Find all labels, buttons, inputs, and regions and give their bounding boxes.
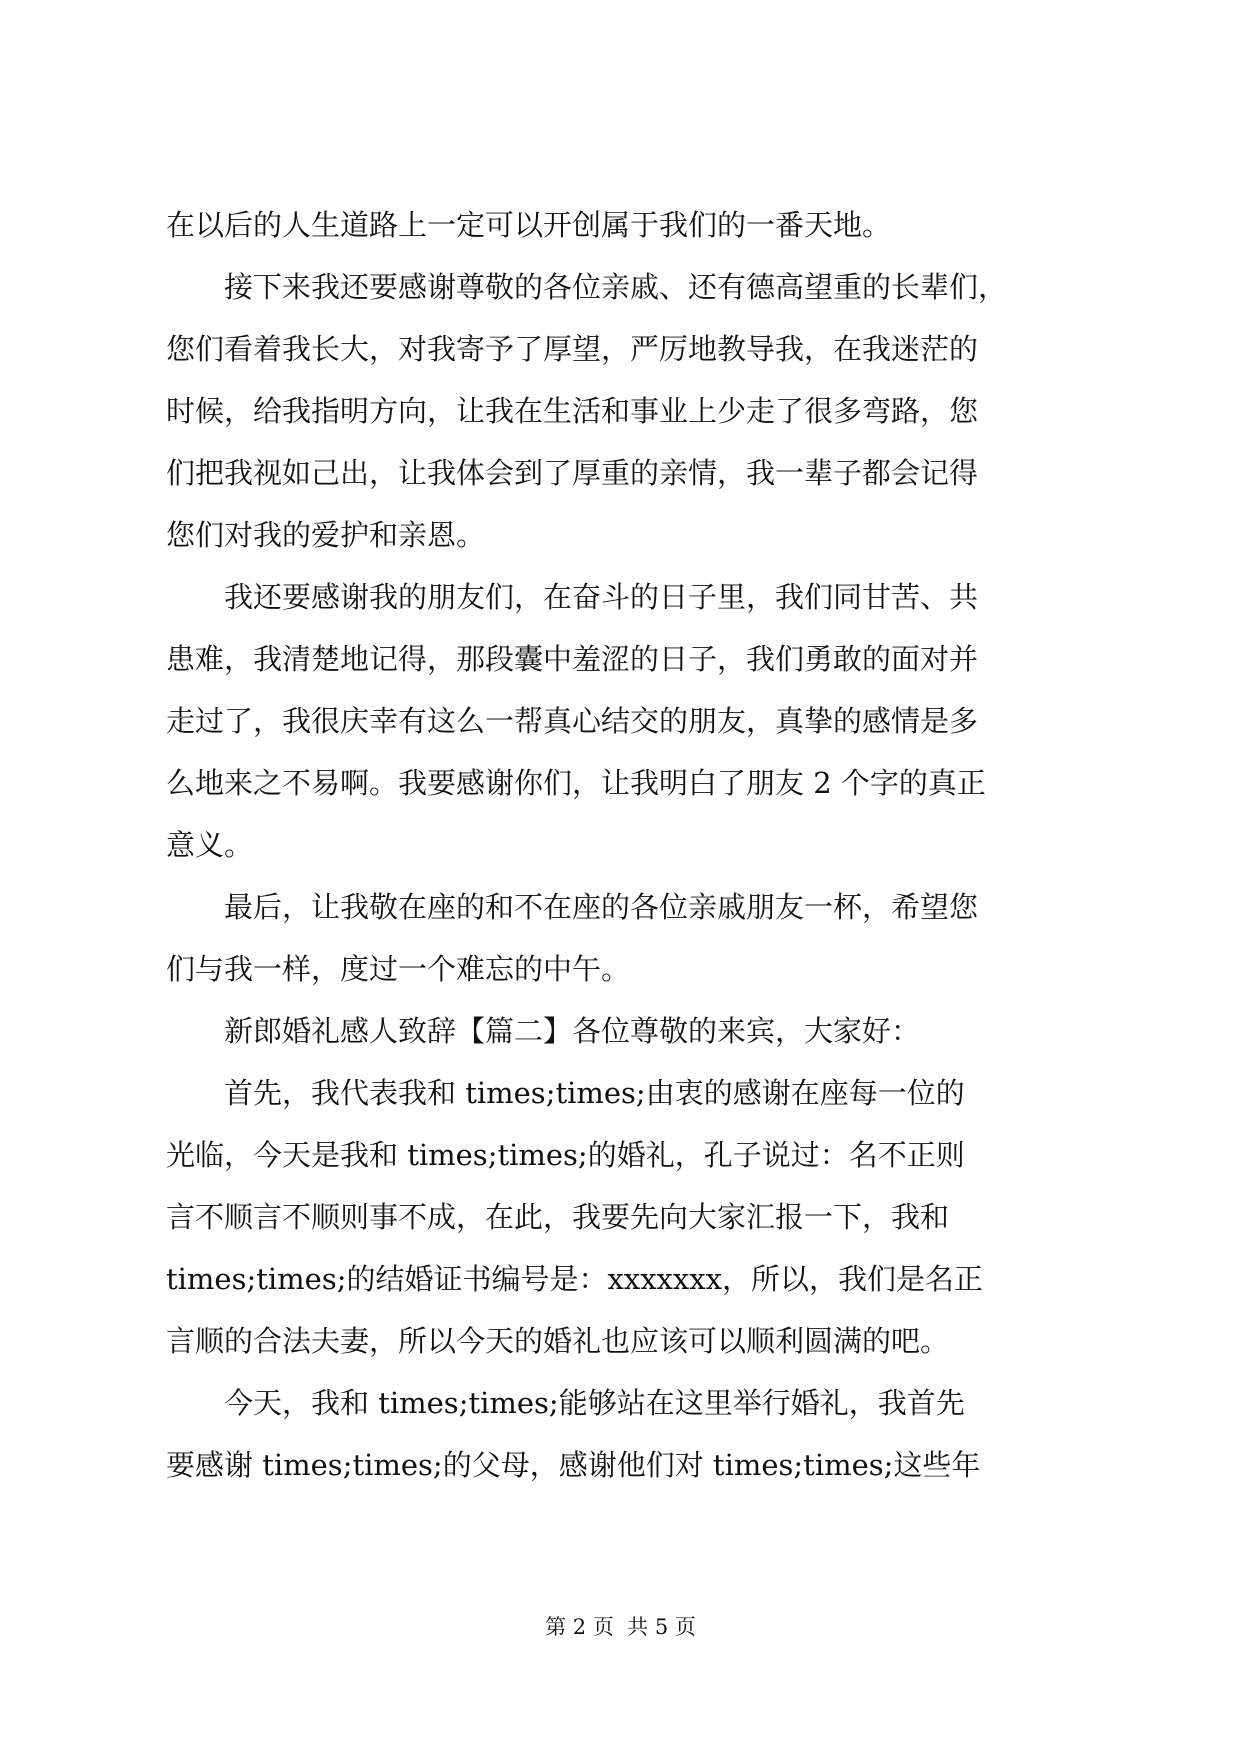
text-line: 今天，我和 times;times;能够站在这里举行婚礼，我首先	[166, 1386, 965, 1420]
text-line: 新郎婚礼感人致辞【篇二】各位尊敬的来宾，大家好：	[166, 1014, 921, 1048]
text-line: 在以后的人生道路上一定可以开创属于我们的一番天地。	[166, 208, 892, 242]
text-line: 光临，今天是我和 times;times;的婚礼，孔子说过：名不正则	[166, 1138, 965, 1172]
text-line: 您们对我的爱护和亲恩。	[166, 518, 486, 552]
text-line: 们把我视如己出，让我体会到了厚重的亲情，我一辈子都会记得	[166, 456, 979, 490]
text-line: 要感谢 times;times;的父母，感谢他们对 times;times;这些年	[166, 1448, 981, 1482]
text-line: times;times;的结婚证书编号是：xxxxxxx，所以，我们是名正	[166, 1262, 983, 1296]
text-line: 么地来之不易啊。我要感谢你们，让我明白了朋友 2 个字的真正	[166, 766, 986, 800]
text-line: 接下来我还要感谢尊敬的各位亲戚、还有德高望重的长辈们，	[166, 270, 1008, 304]
text-line: 意义。	[166, 828, 254, 862]
text-line: 您们看着我长大，对我寄予了厚望，严厉地教导我，在我迷茫的	[166, 332, 979, 366]
text-line: 患难，我清楚地记得，那段囊中羞涩的日子，我们勇敢的面对并	[166, 642, 979, 676]
page-number: 第 2 页 共 5 页	[545, 1615, 696, 1639]
text-line: 们与我一样，度过一个难忘的中午。	[166, 952, 631, 986]
text-line: 最后，让我敬在座的和不在座的各位亲戚朋友一杯，希望您	[166, 890, 979, 924]
text-line: 言顺的合法夫妻，所以今天的婚礼也应该可以顺利圆满的吧。	[166, 1324, 950, 1358]
text-line: 我还要感谢我的朋友们，在奋斗的日子里，我们同甘苦、共	[166, 580, 979, 614]
text-line: 首先，我代表我和 times;times;由衷的感谢在座每一位的	[166, 1076, 965, 1110]
body-text	[166, 202, 1091, 1504]
text-line: 时候，给我指明方向，让我在生活和事业上少走了很多弯路，您	[166, 394, 979, 428]
text-line: 言不顺言不顺则事不成，在此，我要先向大家汇报一下，我和	[166, 1200, 950, 1234]
text-line: 走过了，我很庆幸有这么一帮真心结交的朋友，真挚的感情是多	[166, 704, 979, 738]
